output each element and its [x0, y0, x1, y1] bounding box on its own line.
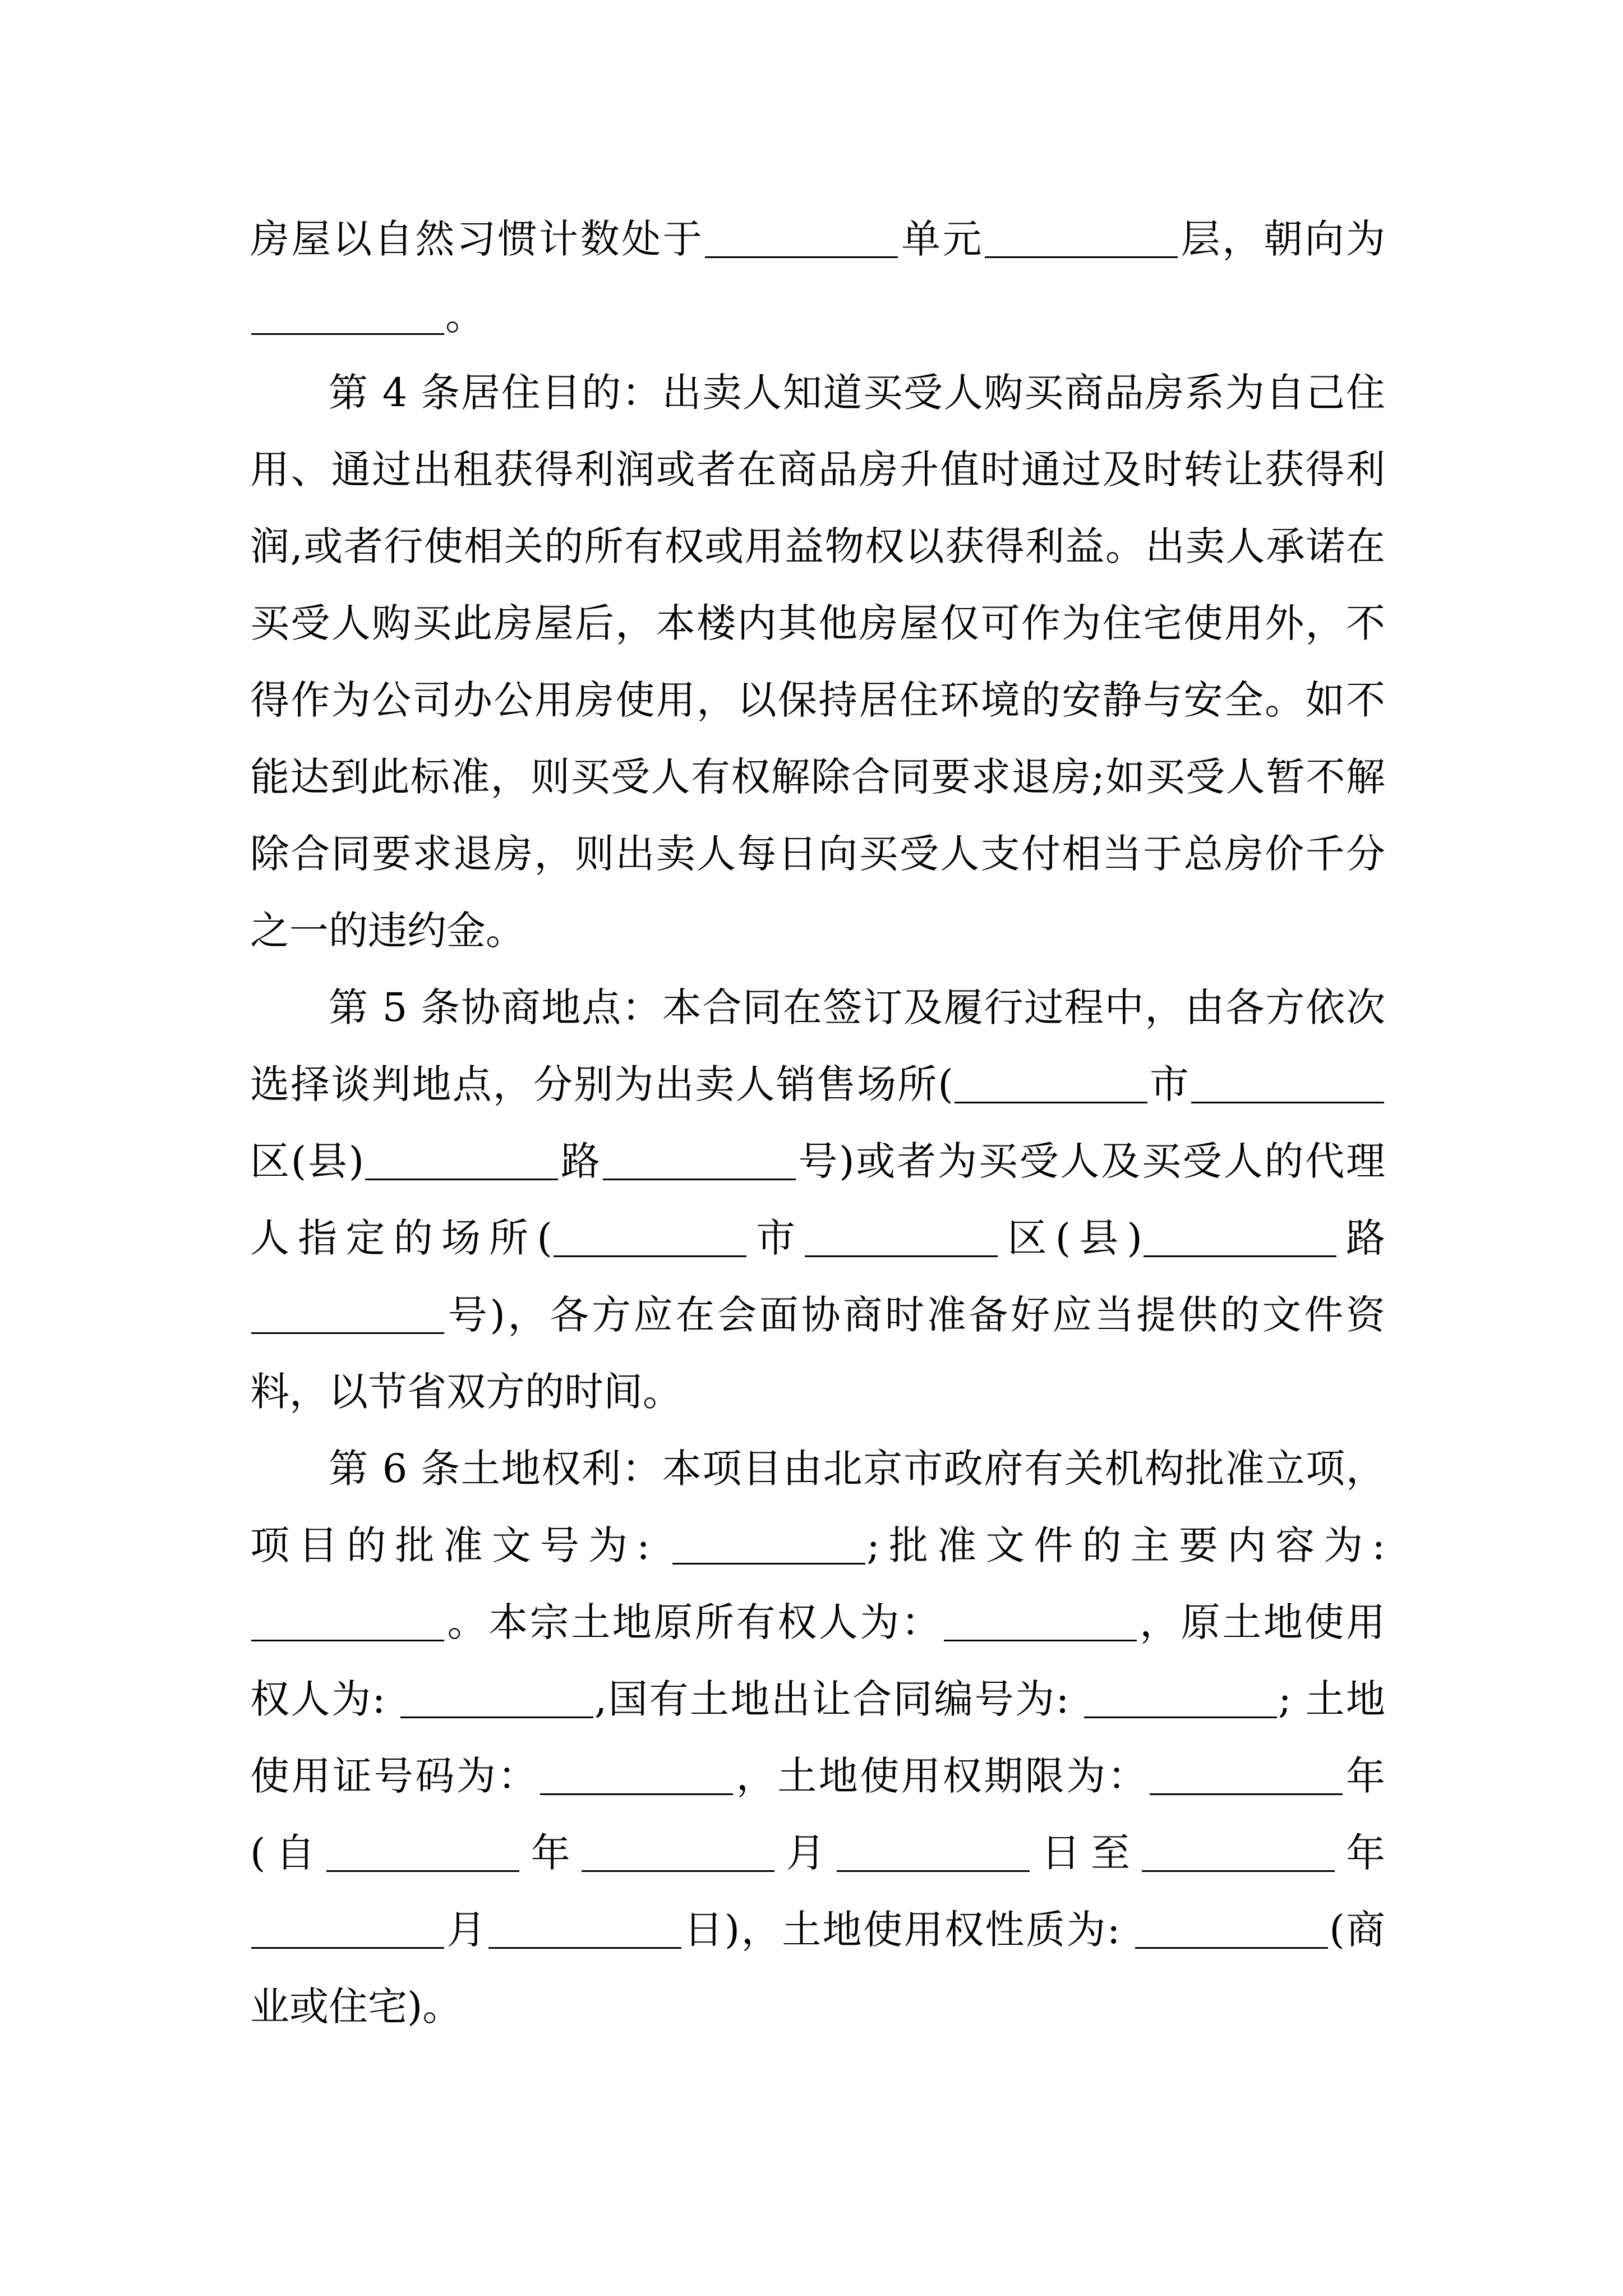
fill-blank[interactable]: [554, 1255, 746, 1257]
paragraph-floor-orientation: [250, 201, 1385, 355]
fill-blank[interactable]: [1191, 1101, 1384, 1103]
fill-blank[interactable]: [985, 256, 1178, 258]
fill-blank[interactable]: [1084, 1716, 1277, 1718]
text-segment: 日至: [1031, 1830, 1141, 1876]
text-segment: 区(县): [250, 1138, 365, 1184]
fill-blank[interactable]: [251, 1639, 444, 1641]
paragraph-article-6: [250, 1430, 1385, 2045]
fill-blank[interactable]: [837, 1870, 1030, 1872]
text-segment: 层，朝向为: [1179, 216, 1386, 262]
text-segment: 房屋以自然习惯计数处于: [250, 216, 704, 262]
fill-blank[interactable]: [1135, 1947, 1328, 1949]
text-segment: ,国有土地出让合同编号为:: [594, 1676, 1083, 1722]
text-segment: 月: [445, 1907, 487, 1953]
text-segment: ; 土地使用证号码为：: [250, 1676, 1385, 1799]
text-segment: 号)，各方应在会面协商时准备好应当提供的文件资料，以节省双方的时间。: [250, 1292, 1385, 1415]
text-segment: 号)或者为买受人及买受人的代理人指定的场所(: [250, 1138, 1385, 1261]
text-segment: 年: [1335, 1830, 1385, 1876]
text-segment: 区(县): [999, 1215, 1142, 1261]
text-segment: ;批准文件的主要内容为:: [866, 1522, 1385, 1568]
text-segment: 路: [559, 1138, 602, 1184]
text-segment: ，土地使用权期限为：: [734, 1753, 1149, 1799]
text-segment: 第 5 条协商地点：本合同在签订及履行过程中，由各方依次选择谈判地点，分别为出卖人销售场所(: [250, 984, 1385, 1107]
fill-blank[interactable]: [326, 1870, 519, 1872]
fill-blank[interactable]: [603, 1178, 796, 1180]
fill-blank[interactable]: [365, 1178, 558, 1180]
text-segment: 市: [1148, 1061, 1191, 1107]
text-segment: 。: [445, 293, 485, 339]
paragraph-article-5: [250, 969, 1385, 1430]
fill-blank[interactable]: [805, 1255, 998, 1257]
text-segment: 第 6 条土地权利：本项目由北京市政府有关机构批准立项，项目的批准文号为:: [250, 1446, 1385, 1568]
text-segment: 单元: [899, 216, 984, 262]
fill-blank[interactable]: [582, 1870, 774, 1872]
fill-blank[interactable]: [705, 256, 898, 258]
contract-text: [250, 201, 1385, 2045]
fill-blank[interactable]: [1150, 1793, 1343, 1795]
text-segment: (商业或住宅)。: [250, 1907, 1385, 2030]
fill-blank[interactable]: [944, 1639, 1137, 1641]
fill-blank[interactable]: [251, 1332, 444, 1334]
fill-blank[interactable]: [1144, 1255, 1336, 1257]
text-segment: 年: [520, 1830, 581, 1876]
text-segment: 路: [1337, 1215, 1386, 1261]
text-segment: 月: [776, 1830, 836, 1876]
text-segment: 。本宗土地原所有权人为：: [445, 1599, 943, 1645]
fill-blank[interactable]: [672, 1562, 865, 1565]
fill-blank[interactable]: [251, 1947, 444, 1949]
fill-blank[interactable]: [955, 1101, 1147, 1103]
fill-blank[interactable]: [251, 333, 444, 335]
fill-blank[interactable]: [1142, 1870, 1335, 1872]
paragraph-article-4: 第 4 条居住目的：出卖人知道买受人购买商品房系为自己住用、通过出租获得利润或者在商品房升值时通过及时转让获得利润,或者行使相关的所有权或用益物权以获得利益。出卖人承诺在买受人购买此房屋后，本楼内其他房屋仅可作为住宅使用外，不得作为公司办公用房使用，以保持居住环境的安静与安全。如不能达到此标准，则买受人有权解除合同要求退房;如买受人暂不解除合同要求退房，则出卖人每日向买受人支付相当于总房价千分之一的违约金。: [250, 370, 1385, 954]
fill-blank[interactable]: [540, 1793, 733, 1795]
text-segment: ，原土地使用权人为:: [250, 1599, 1386, 1722]
fill-blank[interactable]: [400, 1716, 593, 1718]
text-segment: 年(自: [250, 1753, 1386, 1876]
text-segment: 日)，土地使用权性质为:: [682, 1907, 1135, 1953]
fill-blank[interactable]: [488, 1947, 681, 1949]
text-segment: 市: [747, 1215, 804, 1261]
